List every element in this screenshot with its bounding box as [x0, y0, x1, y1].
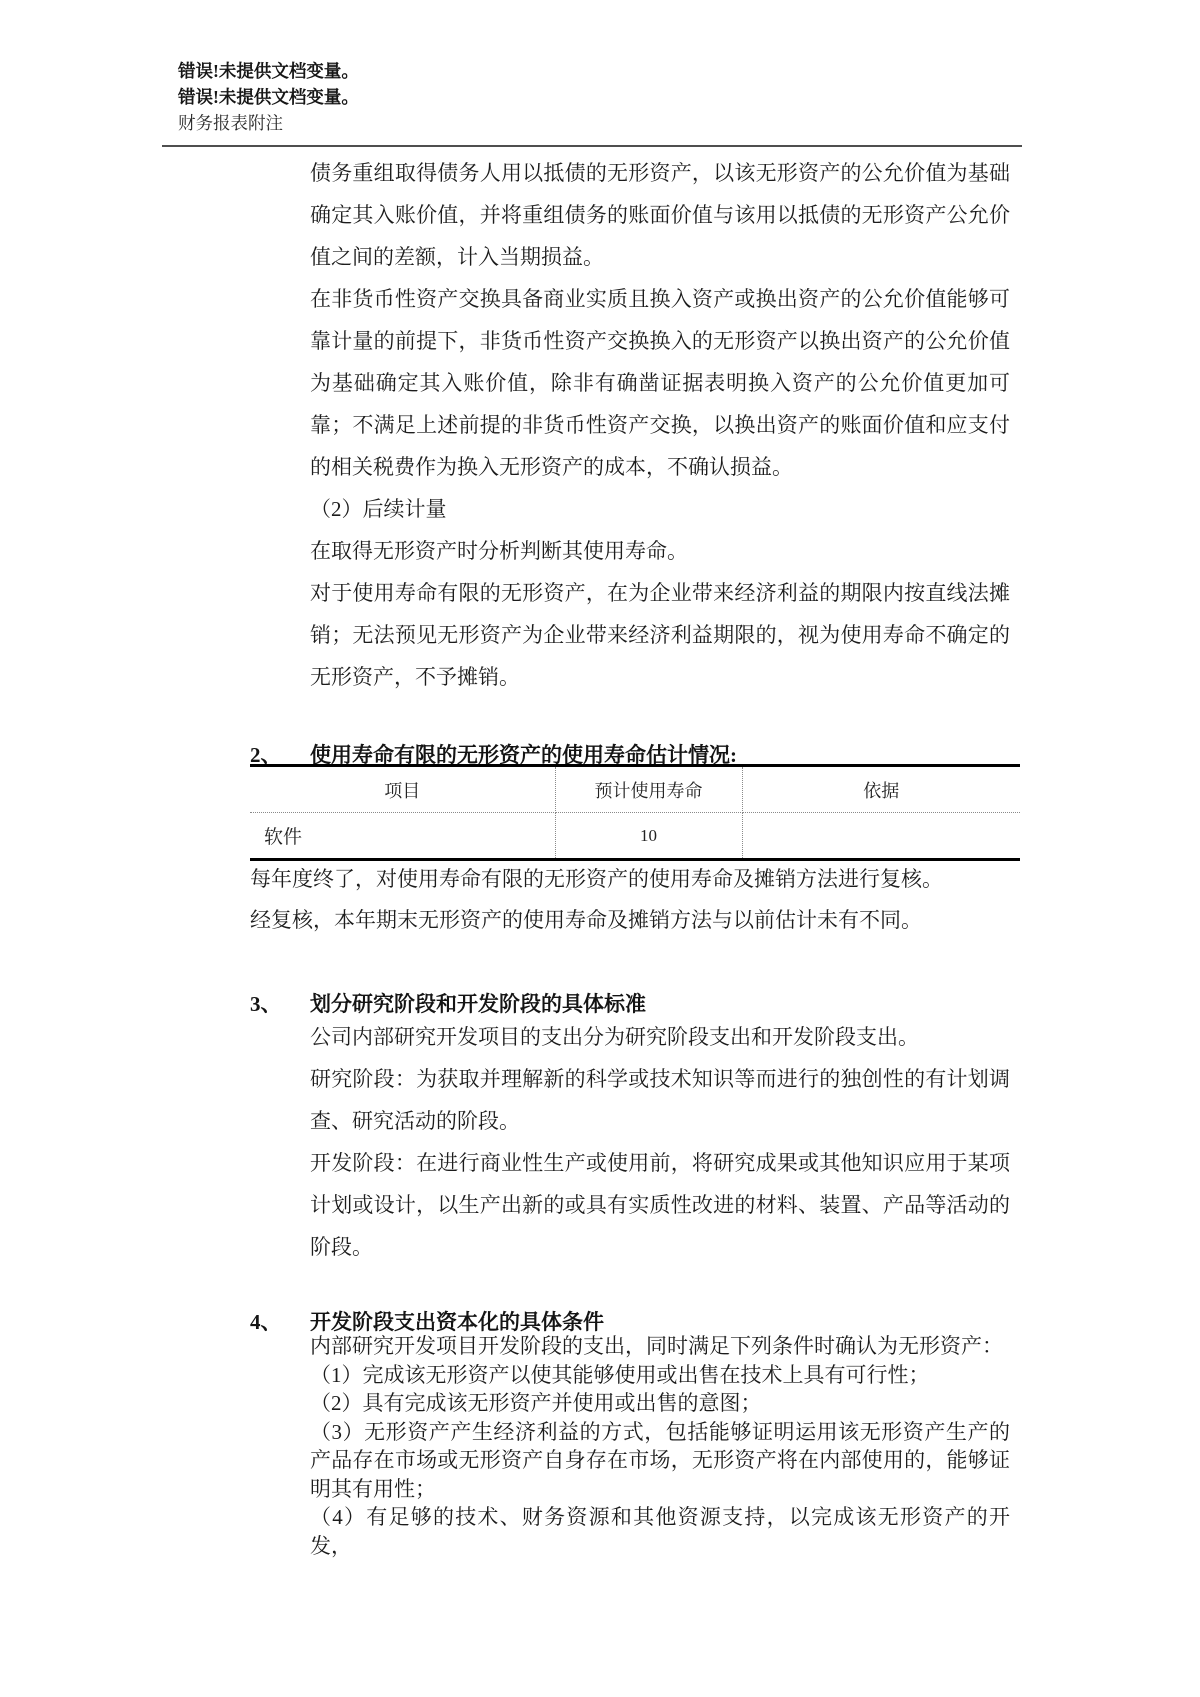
paragraph: 在非货币性资产交换具备商业实质且换入资产或换出资产的公允价值能够可靠计量的前提下，非货币性资产交换换入的无形资产以换出资产的公允价值为基础确定其入账价值，除非有确凿证据表明换入资产的公允价值更加可靠；不满足上述前提的非货币性资产交换，以换出资产的账面价值和应支付的相关税费作为换入无形资产的成本，不确认损益。 [310, 287, 1010, 479]
condition-line: （4）有足够的技术、财务资源和其他资源支持，以完成该无形资产的开发， [310, 1505, 1010, 1558]
table-header-expected-life: 预计使用寿命 [555, 766, 742, 813]
table-header-basis: 依据 [742, 766, 1020, 813]
page-header [178, 58, 359, 136]
table-cell-item: 软件 [250, 813, 555, 860]
paragraph: 公司内部研究开发项目的支出分为研究阶段支出和开发阶段支出。 [310, 1025, 919, 1049]
header-line-2: 错误!未提供文档变量。 [178, 87, 359, 107]
condition-line: （2）具有完成该无形资产并使用或出售的意图； [310, 1391, 762, 1415]
table-row [250, 813, 1020, 860]
useful-life-table [250, 764, 1020, 861]
note-line: 经复核，本年期末无形资产的使用寿命及摊销方法与以前估计未有不同。 [250, 908, 922, 932]
table-notes [250, 859, 1020, 941]
section-2-number: 2、 [250, 743, 282, 767]
section-4-number: 4、 [250, 1310, 282, 1334]
header-line-3: 财务报表附注 [178, 113, 283, 133]
condition-line: 内部研究开发项目开发阶段的支出，同时满足下列条件时确认为无形资产： [310, 1334, 1003, 1358]
header-divider-rule [162, 145, 1022, 147]
section-2-title: 使用寿命有限的无形资产的使用寿命估计情况: [310, 743, 737, 767]
paragraph: 在取得无形资产时分析判断其使用寿命。 [310, 539, 688, 563]
section-3-paragraphs [310, 1016, 1010, 1268]
paragraph: 开发阶段：在进行商业性生产或使用前，将研究成果或其他知识应用于某项计划或设计，以生产出新的或具有实质性改进的材料、装置、产品等活动的阶段。 [310, 1151, 1010, 1259]
header-line-1: 错误!未提供文档变量。 [178, 61, 359, 81]
paragraph: 对于使用寿命有限的无形资产，在为企业带来经济利益的期限内按直线法摊销；无法预见无形资产为企业带来经济利益期限的，视为使用寿命不确定的无形资产，不予摊销。 [310, 581, 1010, 689]
table-header-row [250, 766, 1020, 813]
paragraph: 研究阶段：为获取并理解新的科学或技术知识等而进行的独创性的有计划调查、研究活动的阶段。 [310, 1067, 1010, 1133]
section-3-number: 3、 [250, 992, 282, 1016]
table-cell-basis [742, 813, 1020, 860]
section-4-conditions [310, 1332, 1010, 1560]
table-cell-life: 10 [555, 813, 742, 860]
note-line: 每年度终了，对使用寿命有限的无形资产的使用寿命及摊销方法进行复核。 [250, 867, 943, 891]
section-3-title: 划分研究阶段和开发阶段的具体标准 [310, 992, 646, 1016]
section-3-heading [250, 988, 646, 1018]
paragraph: （2）后续计量 [310, 497, 447, 521]
intro-paragraphs [310, 152, 1010, 698]
paragraph: 债务重组取得债务人用以抵债的无形资产，以该无形资产的公允价值为基础确定其入账价值，并将重组债务的账面价值与该用以抵债的无形资产公允价值之间的差额，计入当期损益。 [310, 161, 1010, 269]
table-header-item: 项目 [250, 766, 555, 813]
section-4-title: 开发阶段支出资本化的具体条件 [310, 1310, 604, 1334]
condition-line: （3）无形资产产生经济利益的方式，包括能够证明运用该无形资产生产的产品存在市场或无形资产自身存在市场，无形资产将在内部使用的，能够证明其有用性； [310, 1419, 1010, 1501]
condition-line: （1）完成该无形资产以使其能够使用或出售在技术上具有可行性； [310, 1362, 930, 1387]
